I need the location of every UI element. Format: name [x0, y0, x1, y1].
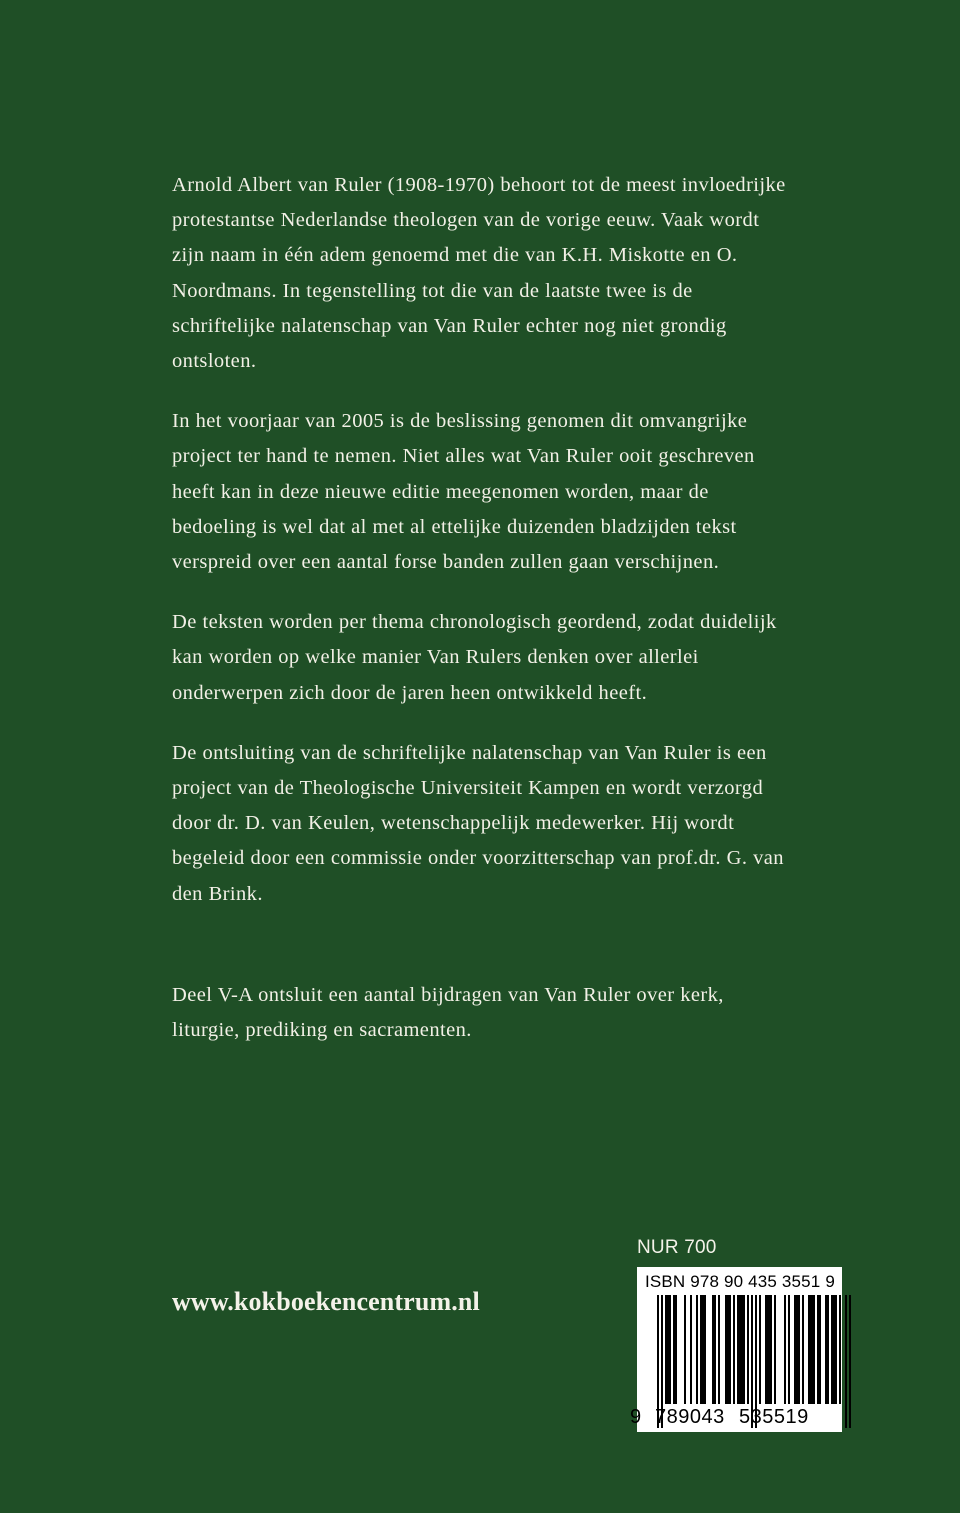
publisher-website-url[interactable]: www.kokboekencentrum.nl [172, 1287, 480, 1316]
blurb-paragraph-2: In het voorjaar van 2005 is de beslissing genomen dit omvangrijke project ter hand te nemen. Niet alles wat Van Ruler ooit geschreven heeft kan in deze nieuwe editie meegenomen worden, maar de bedoeling is wel dat al met al ettelijke duizenden bladzijden tekst verspreid over een aantal forse banden zullen gaan verschijnen. [172, 410, 755, 574]
barcode-digit-group-2: 535519 [739, 1406, 809, 1428]
blurb-paragraph-4: De ontsluiting van de schriftelijke nalatenschap van Van Ruler is een project van de Theologische Universiteit Kampen en wordt verzorgd door dr. D. van Keulen, wetenschappelijk medewerker. Hij wordt begeleid door een commissie onder voorzitterschap van prof.dr. G. van den Brink. [172, 741, 784, 905]
barcode-graphic [630, 1295, 836, 1428]
blurb-text-block [172, 168, 797, 1048]
barcode-digits-row [630, 1405, 836, 1428]
nur-code-label: NUR 700 [637, 1237, 717, 1258]
isbn-barcode-block [630, 1267, 842, 1432]
isbn-number-text: ISBN 978 90 435 3551 9 [645, 1272, 835, 1291]
barcode-digit-lead: 9 [630, 1406, 642, 1428]
blurb-paragraph-5: Deel V-A ontsluit een aantal bijdragen van Van Ruler over kerk, liturgie, prediking en sacramenten. [172, 983, 724, 1042]
blurb-paragraph-3: De teksten worden per thema chronologisch geordend, zodat duidelijk kan worden op welke manier Van Rulers denken over allerlei onderwerpen zich door de jaren heen ontwikkeld heeft. [172, 611, 777, 704]
barcode-digit-group-1: 789043 [655, 1406, 725, 1428]
blurb-paragraph-1: Arnold Albert van Ruler (1908-1970) behoort tot de meest invloedrijke protestantse Nederlandse theologen van de vorige eeuw. Vaak wordt zijn naam in één adem genoemd met die van K.H. Miskotte en O. Noordmans. In tegenstelling tot die van de laatste twee is de schriftelijke nalatenschap van Van Ruler echter nog niet grondig ontsloten. [172, 174, 786, 373]
